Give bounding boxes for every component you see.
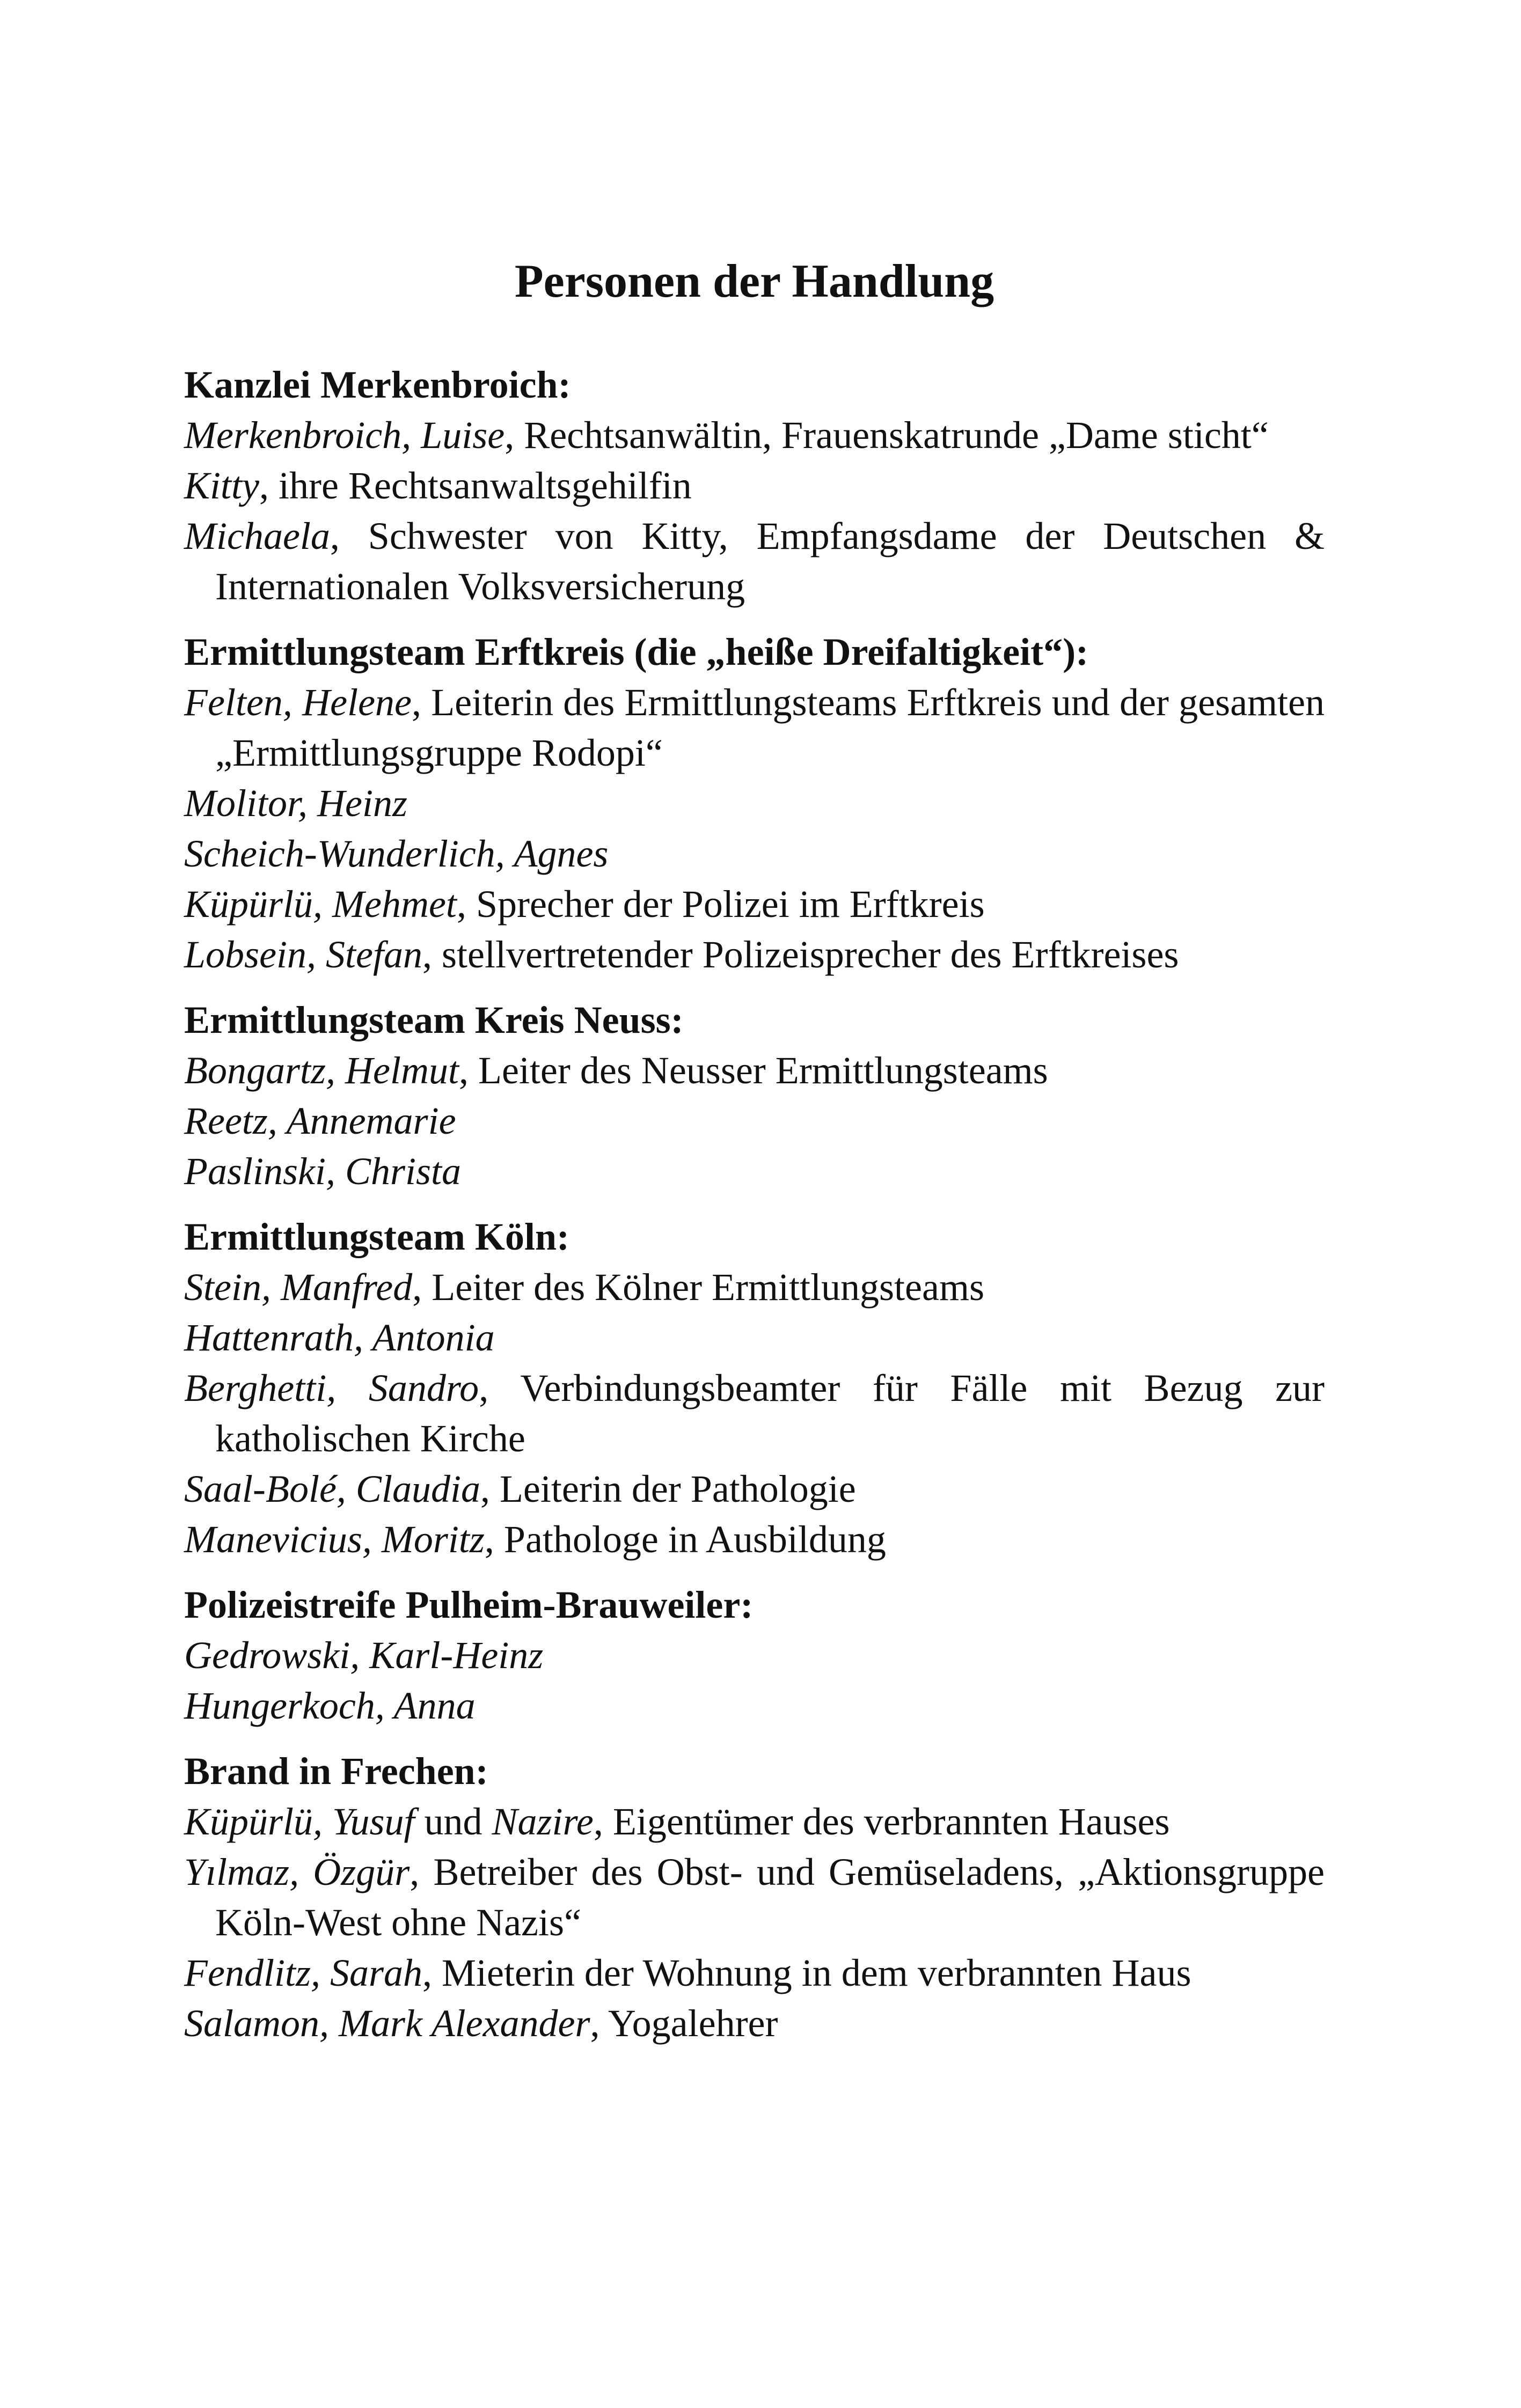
character-description: , Pathologe in Ausbildung [484, 1518, 886, 1561]
character-entry [184, 410, 1325, 460]
character-name: Saal-Bolé, Claudia [184, 1467, 480, 1510]
character-entry [184, 1096, 1325, 1146]
character-name: Paslinski, Christa [184, 1150, 462, 1193]
character-name: Lobsein, Stefan [184, 933, 422, 976]
character-name: Berghetti, Sandro [184, 1367, 479, 1409]
character-entry [184, 778, 1325, 828]
character-name-second: Nazire [492, 1800, 594, 1843]
document-page [184, 252, 1325, 2064]
section-ermittlungsteam-koeln [184, 1212, 1325, 1565]
character-description: , Verbindungsbeamter für Fälle mit Bezug zur katholischen Kirche [215, 1367, 1325, 1460]
character-name: Manevicius, Moritz [184, 1518, 485, 1561]
character-entry [184, 1262, 1325, 1312]
character-description: , Leiterin des Ermittlungsteams Erftkreis und der gesamten „Ermittlungsgruppe Rodopi“ [215, 681, 1325, 774]
character-description: , Betreiber des Obst- und Gemüseladens, „Aktionsgruppe Köln-West ohne Nazis“ [215, 1851, 1325, 1944]
section-heading: Ermittlungsteam Kreis Neuss: [184, 999, 684, 1041]
character-name: Hungerkoch, Anna [184, 1684, 476, 1727]
character-entry [184, 1680, 1325, 1731]
character-name: Michaela [184, 515, 330, 557]
character-entry [184, 1146, 1325, 1196]
character-entry [184, 460, 1325, 511]
character-name: Stein, Manfred [184, 1266, 413, 1309]
character-name: Fendlitz, Sarah [184, 1951, 422, 1994]
character-entry [184, 1363, 1325, 1464]
character-entry [184, 1045, 1325, 1096]
section-heading: Ermittlungsteam Köln: [184, 1215, 569, 1258]
character-name: Molitor, Heinz [184, 782, 408, 825]
character-entry [184, 511, 1325, 612]
section-heading: Kanzlei Merkenbroich: [184, 363, 571, 406]
character-description: , Leiter des Kölner Ermittlungsteams [412, 1266, 984, 1309]
character-entry [184, 1796, 1325, 1847]
section-ermittlungsteam-kreis-neuss [184, 995, 1325, 1196]
character-description: , Eigentümer des verbrannten Hauses [593, 1800, 1170, 1843]
section-heading: Polizeistreife Pulheim-Brauweiler: [184, 1583, 754, 1626]
character-entry [184, 1998, 1325, 2049]
section-polizeistreife-pulheim-brauweiler [184, 1580, 1325, 1731]
character-entry [184, 828, 1325, 879]
character-description: , ihre Rechtsanwaltsgehilfin [259, 464, 692, 507]
character-description: , Schwester von Kitty, Empfangsdame der Deutschen & Internationalen Volksversicherung [215, 515, 1325, 608]
character-name: Merkenbroich, Luise [184, 414, 505, 457]
character-name: Küpürlü, Yusuf [184, 1800, 415, 1843]
character-entry [184, 1948, 1325, 1998]
character-name: Yılmaz, Özgür [184, 1851, 410, 1893]
character-entry [184, 1630, 1325, 1680]
character-name: Gedrowski, Karl-Heinz [184, 1634, 544, 1677]
character-name: Hattenrath, Antonia [184, 1316, 495, 1359]
character-description: , Leiterin der Pathologie [480, 1467, 856, 1510]
character-entry [184, 929, 1325, 980]
character-entry [184, 1312, 1325, 1363]
character-entry [184, 879, 1325, 929]
character-entry [184, 1464, 1325, 1514]
character-name: Salamon, Mark Alexander [184, 2002, 590, 2045]
character-name: Reetz, Annemarie [184, 1099, 456, 1142]
character-description: , stellvertretender Polizeisprecher des Erftkreises [422, 933, 1179, 976]
character-name: Bongartz, Helmut [184, 1049, 459, 1092]
character-description: , Rechtsanwältin, Frauenskatrunde „Dame sticht“ [504, 414, 1269, 457]
section-brand-in-frechen [184, 1746, 1325, 2049]
character-entry [184, 677, 1325, 778]
character-name: Kitty [184, 464, 259, 507]
character-connector: und [414, 1800, 492, 1843]
character-name: Felten, Helene [184, 681, 412, 724]
character-entry [184, 1847, 1325, 1948]
section-heading: Brand in Frechen: [184, 1750, 488, 1793]
character-description: , Sprecher der Polizei im Erftkreis [456, 883, 985, 926]
character-description: , Leiter des Neusser Ermittlungsteams [458, 1049, 1048, 1092]
character-name: Küpürlü, Mehmet [184, 883, 457, 926]
character-description: , Yogalehrer [590, 2002, 778, 2045]
character-entry [184, 1514, 1325, 1565]
section-heading: Ermittlungsteam Erftkreis (die „heiße Dreifaltigkeit“): [184, 630, 1089, 673]
character-name: Scheich-Wunderlich, Agnes [184, 832, 609, 875]
section-ermittlungsteam-erftkreis [184, 627, 1325, 980]
section-kanzlei-merkenbroich [184, 359, 1325, 612]
character-description: , Mieterin der Wohnung in dem verbrannten Haus [422, 1951, 1191, 1994]
page-title: Personen der Handlung [514, 255, 994, 307]
